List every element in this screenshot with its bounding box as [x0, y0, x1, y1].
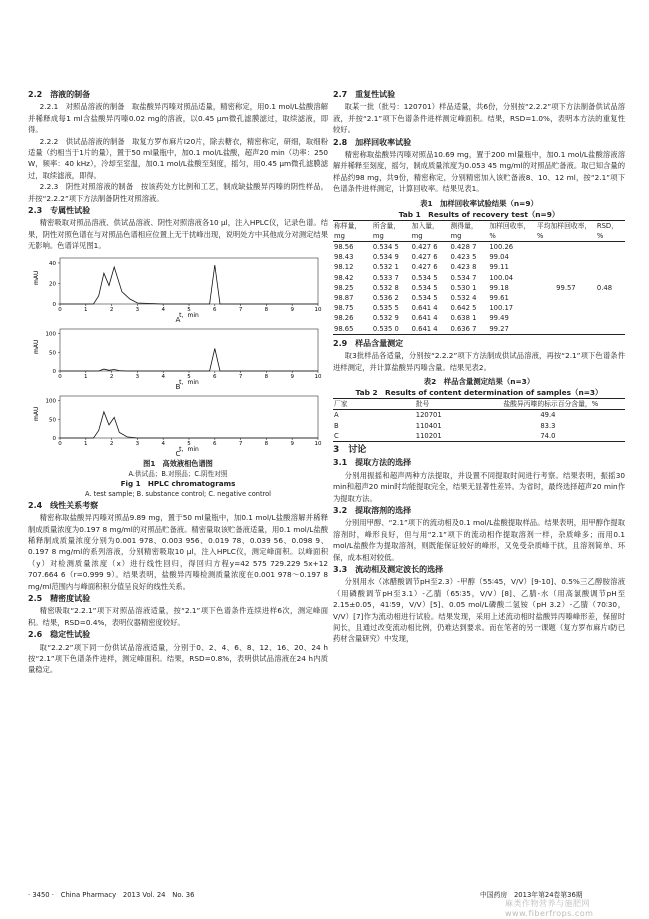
- table-cell: 74.0: [502, 431, 625, 442]
- table-cell: 0.530 1: [450, 283, 477, 292]
- x-tick-label: 2: [109, 373, 114, 380]
- table-cell: 0.536 2: [372, 294, 399, 303]
- table-cell: 0.642 5: [450, 304, 477, 313]
- table-header: RSD，%: [596, 220, 625, 241]
- recovery-table: [333, 220, 625, 335]
- section-title: 3.3 流动相及测定波长的选择: [333, 564, 444, 574]
- table-cell: 110401: [415, 421, 442, 430]
- section-title: 3.2 提取溶剂的选择: [333, 505, 412, 515]
- paragraph: 精密吸取对照品溶液、供试品溶液、阴性对照溶液各10 μl，注入HPLC仪，记录色谱。结果，阴性对照色谱在与对照品色谱相应位置上无干扰峰出现，说明处方中其他成分对测定结果无影响。色谱详见图1。: [28, 218, 328, 251]
- table-cell: 0.638 1: [450, 314, 477, 323]
- x-tick-label: 6: [213, 373, 217, 380]
- chromatogram-trace: [60, 348, 318, 371]
- paragraph: 分别用振摇和超声两种方法提取，并设置不同提取时间进行考察。结果表明，振摇30 min和超声20 min时均能提取完全，结果无显著性差异。为省时，最终选择超声20 min作为提取方法。: [333, 470, 625, 503]
- table-cell: 0.532 4: [450, 294, 477, 303]
- table-row: [333, 421, 625, 431]
- table-header: 加入量，mg: [411, 220, 450, 241]
- table-cell: 0.534 5: [411, 273, 438, 282]
- table-cell-rsd: [596, 324, 625, 335]
- x-tick-label: 6: [213, 306, 217, 313]
- table-header: 批号: [415, 399, 503, 410]
- x-tick-label: 0: [58, 440, 62, 447]
- chromatogram-trace: [60, 265, 318, 304]
- paragraph: 2.2.2 供试品溶液的制备 取复方罗布麻片Ⅰ20片，除去糖衣，精密称定，研细，取细粉适量（约相当于1片的量），置于50 ml量瓶中，加0.1 mol/L盐酸，超声20 min（功率：250 W，频率：40 kHz），冷却至室温，加0.1 mol/L盐酸至刻度，摇匀，用0.45 μm微孔滤膜滤过，取续滤液，即得。: [28, 136, 328, 180]
- table-cell-average: [536, 252, 596, 262]
- table-cell-rsd: [596, 252, 625, 262]
- x-tick-label: 0: [58, 373, 62, 380]
- paragraph: 取某一批（批号：120701）样品适量，共6份，分别按“2.2.2”项下方法制备供试品溶液，并按“2.1”项下色谱条件进样测定峰面积。结果，RSD=1.0%，表明本方法的重复性较好。: [333, 102, 625, 135]
- table-cell: 99.04: [489, 253, 509, 262]
- footer-right: 中国药房 2013年第24卷第36期: [480, 891, 583, 899]
- table-header: 称样量，mg: [333, 220, 372, 241]
- table-cell: 0.641 4: [411, 324, 450, 335]
- panel-label: C: [175, 448, 181, 458]
- table-cell: 0.427 6: [411, 243, 438, 252]
- table-cell: 0.535 5: [372, 304, 399, 313]
- table-cell: 100.26: [489, 243, 514, 252]
- section-title: 3.1 提取方法的选择: [333, 458, 412, 468]
- figure-caption: [28, 459, 328, 469]
- y-tick-label: 0: [52, 435, 56, 442]
- table2-caption-en: Tab 2 Results of content determination of samples（n=3）: [355, 388, 603, 398]
- table-cell: 0.427 6: [411, 253, 438, 262]
- y-tick-label: 20: [49, 281, 56, 288]
- x-tick-label: 8: [264, 373, 269, 380]
- paragraph: 精密吸取“2.2.1”项下对照品溶液适量，按“2.1”项下色谱条件连续进样6次，测定峰面积。结果，RSD=0.4%，表明仪器精密度较好。: [28, 606, 328, 627]
- table-cell-average: [536, 324, 596, 335]
- y-axis-label: mAU: [33, 270, 40, 285]
- x-tick-label: 5: [187, 440, 191, 447]
- footer-left: · 3450 · China Pharmacy 2013 Vol. 24 No. 36: [28, 891, 195, 899]
- paragraph: 精密称取盐酸异丙嗪对照品9.89 mg，置于50 ml量瓶中，加0.1 mol/L盐酸溶解并稀释制成质量浓度为0.197 8 mg/ml的对照品贮备液。精密量取该贮备液适量，用0.1 mol/L盐酸稀释制成质量浓度分别为0.001 978、0.003 956、0.019 78、0.039 56、0.098 9、0.197 8 mg/ml的系列溶液，分别精密吸取10 μl，注入HPLC仪，测定峰面积。以峰面积（y）对检测质量浓度（x）进行线性回归，得回归方程y=42 575 729.229 5x+12 707.664 6（r=0.999 9）。结果表明，盐酸异丙嗪检测质量浓度在0.001 978～0.197 8 mg/ml范围内与峰面积积分值呈良好的线性关系。: [28, 513, 328, 591]
- table2-caption-en-wrap: [333, 387, 625, 398]
- table-cell: C: [333, 431, 415, 442]
- table-cell: 49.4: [540, 411, 556, 420]
- table-cell: 99.61: [489, 294, 509, 303]
- table-cell-average: [536, 273, 596, 283]
- table-row: [333, 242, 625, 253]
- chromatogram-b: [28, 325, 328, 385]
- table-row: [333, 293, 625, 303]
- table-header-row: [333, 399, 625, 410]
- paragraph: 分别用水（冰醋酸调节pH至2.3）-甲醇（55∶45，V/V）[9-10]、0.5%三乙醇胺溶液（用磷酸调节pH至3.1）-乙腈（65∶35，V/V）[8]、乙腈-水（用高氯酸调节pH至2.15±0.05，41∶59，V/V）[5]、0.05 mol/L磷酸二氢铵（pH 3.2）-乙腈（70∶30，V/V）[7]作为流动相进行试验。结果发现，采用上述流动相时盐酸异丙嗪峰形差，保留时间长，且通过改变流动相比例，仍难达到要求。而在笔者的另一课题（复方罗布麻片Ⅰ防已药材含量研究）中发现，: [333, 577, 625, 644]
- table-cell-rsd: [596, 313, 625, 323]
- table-row: [333, 273, 625, 283]
- table-header: 盐酸异丙嗪的标示百分含量，%: [502, 399, 625, 410]
- x-tick-label: 7: [238, 373, 243, 380]
- table-row: [333, 262, 625, 272]
- table-row: [333, 303, 625, 313]
- table-cell: 100.17: [489, 304, 514, 313]
- table-row: [333, 431, 625, 442]
- x-tick-label: 4: [161, 440, 165, 447]
- table-cell-average: [536, 293, 596, 303]
- x-tick-label: 8: [264, 306, 269, 313]
- table-cell: B: [334, 421, 339, 430]
- table-cell: 0.534 7: [450, 273, 477, 282]
- table-cell-average: [536, 242, 596, 253]
- table-row: [333, 313, 625, 323]
- table-cell: 99.11: [489, 263, 509, 272]
- y-tick-label: 100: [45, 331, 56, 338]
- x-tick-label: 9: [290, 373, 294, 380]
- section-title: 2.8 加样回收率试验: [333, 137, 412, 147]
- x-tick-label: 6: [213, 440, 217, 447]
- y-tick-label: 0: [52, 368, 56, 375]
- table-cell-rsd: [596, 293, 625, 303]
- table-cell: 0.532 1: [372, 263, 399, 272]
- table-cell: 0.532 9: [372, 314, 399, 323]
- x-tick-label: 1: [84, 373, 88, 380]
- left-column: [28, 88, 328, 676]
- y-axis-label: mAU: [33, 406, 40, 421]
- figure-caption-en: [28, 479, 328, 489]
- x-tick-label: 10: [314, 440, 322, 447]
- chromatogram-trace: [60, 411, 318, 437]
- table-cell: 99.49: [489, 314, 509, 323]
- x-tick-label: 5: [187, 373, 191, 380]
- table-cell: 98.43: [334, 253, 354, 262]
- table-cell: 100.04: [489, 273, 514, 282]
- chromatogram-c: [28, 392, 328, 452]
- table-cell: 0.534 5: [372, 243, 399, 252]
- paragraph: 分别用甲醇、“2.1”项下的流动相及0.1 mol/L盐酸提取样品。结果表明，用甲醇作提取溶剂时，峰形良好，但与用“2.1”项下的流动相作提取溶剂一样，杂质峰多；而用0.1 mol/L盐酸作为提取溶剂，则既能保证较好的峰形，又免受杂质峰干扰，且溶剂简单、环保，成本相对较低。: [333, 518, 625, 562]
- table-cell: 0.534 5: [411, 294, 438, 303]
- paragraph: 2.2.3 阴性对照溶液的制备 按该药处方比例和工艺，制成缺盐酸异丙嗪的阴性样品，并按“2.2.2”项下方法制备阴性对照溶液。: [28, 182, 328, 203]
- plot-frame: [60, 329, 318, 371]
- table-cell: 0.533 7: [372, 273, 399, 282]
- x-tick-label: 3: [135, 306, 140, 313]
- figure-chromatograms: [28, 254, 328, 499]
- table1-caption-en-wrap: [333, 209, 625, 220]
- x-axis-label: t，min: [179, 378, 199, 385]
- paragraph: 2.2.1 对照品溶液的制备 取盐酸异丙嗪对照品适量，精密称定，用0.1 mol/L盐酸溶解并稀释成每1 ml含盐酸异丙嗪0.02 mg的溶液，以0.45 μm微孔滤膜滤过，取续滤液，即得。: [28, 102, 328, 135]
- x-tick-label: 2: [109, 440, 114, 447]
- figure-caption-en-text: Fig 1 HPLC chromatograms: [120, 478, 236, 488]
- x-tick-label: 2: [109, 306, 114, 313]
- table-cell: 99.27: [488, 324, 536, 335]
- table-cell: A: [334, 411, 339, 420]
- table-cell: 0.534 9: [372, 253, 399, 262]
- table-cell: 99.18: [489, 283, 509, 292]
- paragraph: 精密称取盐酸异丙嗪对照品10.69 mg，置于200 ml量瓶中，加0.1 mol/L盐酸溶液溶解并稀释至刻度，摇匀，制成质量浓度为0.053 45 mg/ml的对照品贮备液。取已知含量的样品约98 mg，共9份，精密称定，分别精密加入该贮备液8、10、12 ml，按“2.1”项下色谱条件进样测定，计算回收率。结果见表1。: [333, 150, 625, 194]
- panel-label: B: [175, 381, 181, 391]
- table-row: [333, 252, 625, 262]
- content-table: [333, 398, 625, 442]
- table2-caption-cn: 表2 样品含量测定结果（n=3）: [423, 377, 535, 387]
- y-axis-label: mAU: [33, 339, 40, 354]
- table-cell: 0.423 8: [450, 263, 477, 272]
- x-tick-label: 4: [161, 306, 165, 313]
- table-row: [333, 283, 625, 293]
- x-axis-label: t，min: [179, 311, 199, 318]
- figure-caption-cn: 图1 高效液相色谱图: [143, 458, 213, 468]
- x-tick-label: 1: [84, 440, 88, 447]
- table-row: [333, 410, 625, 421]
- x-tick-label: 3: [135, 373, 140, 380]
- x-tick-label: 8: [264, 440, 269, 447]
- y-tick-label: 50: [49, 349, 56, 356]
- plot-frame: [60, 258, 318, 304]
- table-cell-rsd: [596, 262, 625, 272]
- table-cell-average: [536, 303, 596, 313]
- x-axis-label: t，min: [179, 445, 199, 452]
- x-tick-label: 7: [238, 440, 243, 447]
- x-tick-label: 5: [187, 306, 191, 313]
- table2-caption: [333, 376, 625, 387]
- table1-caption: [333, 198, 625, 209]
- table-header: 所含量，mg: [372, 220, 411, 241]
- y-tick-label: 0: [52, 301, 56, 308]
- table-cell: 98.56: [334, 243, 354, 252]
- table-cell-rsd: 0.48: [596, 283, 613, 292]
- x-tick-label: 9: [290, 306, 294, 313]
- table-cell: 98.87: [334, 294, 354, 303]
- table-row: [333, 324, 625, 335]
- table-cell: 98.25: [334, 283, 354, 292]
- right-column: [333, 88, 625, 645]
- table-cell: 98.42: [334, 273, 354, 282]
- panel-label-b: [28, 382, 328, 392]
- section-title: 2.2 溶液的制备: [28, 90, 91, 99]
- y-tick-label: 40: [49, 260, 56, 267]
- section-title: 2.7 重复性试验: [333, 90, 396, 99]
- table-cell: 0.428 7: [450, 243, 477, 252]
- y-tick-label: 100: [45, 398, 56, 405]
- table-cell: 0.423 5: [450, 253, 477, 262]
- panel-label-a: [28, 315, 328, 325]
- paragraph: 取“2.2.2”项下同一份供试品溶液适量，分别于0、2、4、6、8、12、16、20、24 h按“2.1”项下色谱条件进样，测定峰面积。结果，RSD=0.8%，表明供试品溶液在24 h内质量稳定。: [28, 642, 328, 675]
- table-cell-average: [536, 313, 596, 323]
- table-header: 平均加样回收率，%: [536, 220, 596, 241]
- table-cell: 98.12: [334, 263, 354, 272]
- table-cell: 98.75: [334, 304, 354, 313]
- table1-caption-cn: 表1 加样回收率试验结果（n=9）: [420, 198, 538, 208]
- x-tick-label: 10: [314, 306, 322, 313]
- table-cell: 0.427 6: [411, 263, 438, 272]
- table-cell: 0.535 0: [372, 324, 411, 335]
- table-cell-rsd: [596, 273, 625, 283]
- watermark: 麻类作物营养与施肥网 www.fiberfrops.com: [505, 899, 594, 918]
- x-tick-label: 0: [58, 306, 62, 313]
- x-tick-label: 9: [290, 440, 294, 447]
- table-cell-average: 99.57: [556, 283, 576, 292]
- table-header-row: [333, 220, 625, 241]
- table-cell: 98.26: [334, 314, 354, 323]
- table-header: 加样回收率，%: [488, 220, 536, 241]
- x-tick-label: 1: [84, 306, 88, 313]
- paragraph: 取3批样品各适量，分别按“2.2.2”项下方法制成供试品溶液，再按“2.1”项下色谱条件进样测定，并计算盐酸异丙嗪含量。结果见表2。: [333, 351, 625, 372]
- table-cell: 0.534 5: [411, 283, 438, 292]
- table-cell: 110201: [415, 431, 503, 442]
- x-tick-label: 3: [135, 440, 140, 447]
- figure-subcaption-en: A. test sample; B. substance control; C. negative control: [85, 489, 271, 498]
- table-cell-average: [536, 262, 596, 272]
- x-tick-label: 10: [314, 373, 322, 380]
- table-header: 厂家: [333, 399, 415, 410]
- chromatogram-a: [28, 254, 328, 318]
- section-title: 2.5 精密度试验: [28, 593, 91, 603]
- section-title: 2.4 线性关系考察: [28, 500, 99, 510]
- table-cell: 0.636 7: [449, 324, 488, 335]
- table-cell: 120701: [415, 411, 442, 420]
- table-cell: 0.532 8: [372, 283, 399, 292]
- y-tick-label: 50: [49, 416, 56, 423]
- x-tick-label: 4: [161, 373, 165, 380]
- plot-frame: [60, 396, 318, 438]
- table-cell: 83.3: [540, 421, 556, 430]
- section-title: 2.6 稳定性试验: [28, 630, 91, 640]
- panel-label: A: [175, 314, 181, 324]
- table1-caption-en: Tab 1 Results of recovery test（n=9）: [398, 209, 560, 219]
- section-title: 2.3 专属性试验: [28, 206, 91, 216]
- section-title: 2.9 样品含量测定: [333, 338, 404, 348]
- table-cell: 0.641 4: [411, 314, 438, 323]
- table-cell-rsd: [596, 242, 625, 253]
- panel-label-c: [28, 449, 328, 459]
- section-title: 3 讨论: [333, 444, 367, 455]
- table-header: 测得量，mg: [449, 220, 488, 241]
- x-tick-label: 7: [238, 306, 243, 313]
- table-cell: 98.65: [333, 324, 372, 335]
- table-cell: 0.641 4: [411, 304, 438, 313]
- figure-subcaption: A.供试品；B.对照品；C.阴性对照: [128, 469, 228, 478]
- table-cell-rsd: [596, 303, 625, 313]
